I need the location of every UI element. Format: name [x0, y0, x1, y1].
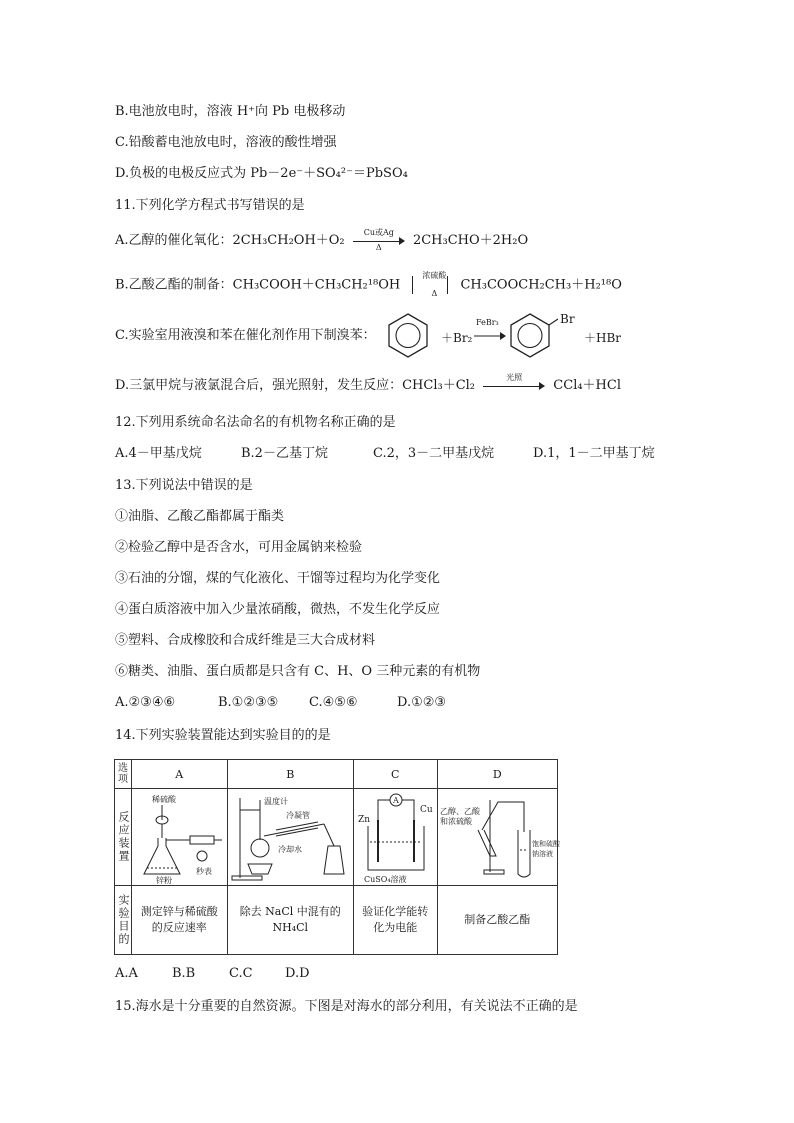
- q12-option-a: A.4－甲基戊烷: [115, 446, 202, 461]
- q14-option-d: D.D: [285, 966, 310, 981]
- q11-c-products: ＋HBr: [584, 331, 622, 345]
- row-label-option: 选项: [115, 760, 132, 789]
- apparatus-a-cell: [132, 789, 228, 886]
- label-dilute-acid: 稀硫酸: [152, 795, 176, 804]
- label-cu: Cu: [420, 805, 433, 815]
- q11-d-reactants: D.三氯甲烷与液氯混合后，强光照射，发生反应：CHCl₃＋Cl₂: [115, 378, 476, 393]
- label-sodium-solution: 钠溶液: [531, 850, 553, 858]
- label-saturated: 饱和硫酸: [531, 840, 560, 848]
- q13-item: ④蛋白质溶液中加入少量浓硝酸，微热，不发生化学反应: [115, 602, 441, 617]
- q13-option-b: B.①②③⑤: [218, 695, 279, 710]
- column-header-c: C: [354, 760, 438, 789]
- q11-b-products: CH₃COOCH₂CH₃＋H₂¹⁸O: [460, 277, 622, 293]
- q14-option-c: C.C: [229, 966, 253, 981]
- reaction-arrow-icon: [483, 372, 545, 392]
- q11-c-bromine: ＋Br₂: [441, 331, 473, 345]
- q11-b-reactants: B.乙酸乙酯的制备：CH₃COOH＋CH₃CH₂¹⁸OH: [115, 277, 401, 293]
- q11-a-reactants: A.乙醇的催化氧化：2CH₃CH₂OH＋O₂: [115, 233, 345, 248]
- q13-option-d: D.①②③: [397, 695, 447, 710]
- column-header-a: A: [132, 760, 228, 789]
- table-apparatus-row: [115, 789, 558, 886]
- q13-item: ③石油的分馏，煤的气化液化、干馏等过程均为化学变化: [115, 571, 441, 586]
- q12-option-b: B.2－乙基丁烷: [241, 446, 328, 461]
- purpose-a: 测定锌与稀硫酸的反应速率: [132, 886, 228, 955]
- q13-options: [115, 694, 446, 712]
- purpose-b: 除去 NaCl 中混有的 NH₄Cl: [227, 886, 354, 955]
- q11-option-b: [115, 272, 622, 298]
- bromobenzene-ring-icon: [506, 311, 558, 359]
- q10-option-b: B.电池放电时，溶液 H⁺向 Pb 电极移动: [115, 104, 346, 119]
- q11-a-heat: Δ: [375, 242, 382, 252]
- q11-b-catalyst: 浓硫酸: [422, 271, 447, 280]
- label-zn: Zn: [358, 815, 371, 825]
- q14-stem: 14.下列实验装置能达到实验目的的是: [115, 728, 331, 743]
- row-label-apparatus: 反应装置: [115, 789, 132, 886]
- q12-stem: 12.下列用系统命名法命名的有机物名称正确的是: [115, 415, 396, 430]
- label-conc-sulfuric: 和浓硫酸: [439, 817, 472, 826]
- apparatus-d-cell: [437, 789, 558, 886]
- q11-c-br-label: Br: [560, 312, 575, 326]
- table-header-row: [115, 760, 558, 789]
- q11-c-text: C.实验室用液溴和苯在催化剂作用下制溴苯：: [115, 328, 376, 343]
- galvanic-cell-icon: [354, 790, 436, 884]
- purpose-c: 验证化学能转化为电能: [354, 886, 438, 955]
- distillation-apparatus-icon: [228, 790, 353, 884]
- apparatus-b-cell: [227, 789, 354, 886]
- q15-stem: 15.海水是十分重要的自然资源。下图是对海水的部分利用，有关说法不正确的是: [115, 999, 578, 1014]
- q10-option-d: D.负极的电极反应式为 Pb－2e⁻＋SO₄²⁻＝PbSO₄: [115, 166, 408, 181]
- q11-c-catalyst: FeBr₃: [476, 318, 499, 327]
- q10-option-c: C.铅酸蓄电池放电时，溶液的酸性增强: [115, 135, 337, 150]
- q14-option-b: B.B: [172, 966, 196, 981]
- q14-experiment-table: [114, 759, 558, 955]
- reaction-arrow-icon: [353, 227, 405, 252]
- q11-a-products: 2CH₃CHO＋2H₂O: [412, 233, 529, 248]
- q12-option-c: C.2，3－二甲基戊烷: [373, 446, 495, 461]
- flask-syringe-apparatus-icon: [132, 790, 226, 884]
- q13-item: ①油脂、乙酸乙酯都属于酯类: [115, 509, 285, 524]
- label-cuso4-solution: CuSO₄溶液: [364, 875, 407, 884]
- q13-option-c: C.④⑤⑥: [309, 695, 358, 710]
- label-ethanol-acetic-acid: 乙醇、乙酸: [439, 807, 480, 816]
- q11-option-c: [115, 316, 376, 356]
- table-purpose-row: [115, 886, 558, 955]
- q13-stem: 13.下列说法中错误的是: [115, 478, 253, 493]
- column-header-b: B: [227, 760, 354, 789]
- benzene-ring-icon: [384, 311, 432, 359]
- q14-option-a: A.A: [115, 966, 138, 981]
- q13-item: ②检验乙醇中是否含水，可用金属钠来检验: [115, 540, 363, 555]
- label-condenser: 冷凝管: [285, 811, 310, 820]
- q13-item: ⑥糖类、油脂、蛋白质都是只含有 C、H、O 三种元素的有机物: [115, 664, 481, 679]
- label-ammeter: A: [393, 796, 399, 805]
- q12-options: [115, 445, 655, 463]
- apparatus-c-cell: [354, 789, 438, 886]
- q13-option-a: A.②③④⑥: [115, 695, 176, 710]
- purpose-d: 制备乙酸乙酯: [437, 886, 558, 955]
- q11-stem: 11.下列化学方程式书写错误的是: [115, 198, 305, 213]
- label-zinc-powder: 锌粉: [156, 876, 172, 885]
- q12-option-d: D.1，1－二甲基丁烷: [533, 446, 655, 461]
- q11-d-light: 光照: [506, 372, 523, 382]
- label-thermometer: 温度计: [263, 797, 288, 806]
- q11-a-catalyst: Cu或Ag: [363, 227, 394, 237]
- q11-b-heat: Δ: [431, 289, 438, 298]
- reaction-arrow-icon: [474, 331, 506, 341]
- ester-prep-apparatus-icon: [438, 790, 560, 884]
- reversible-arrow-icon: [410, 272, 450, 298]
- q11-option-d: [115, 372, 622, 395]
- q11-option-a: [115, 227, 529, 252]
- q11-d-products: CCl₄＋HCl: [553, 378, 622, 393]
- label-stopwatch: 秒表: [196, 867, 212, 876]
- column-header-d: D: [437, 760, 558, 789]
- label-cooling-water: 冷却水: [277, 845, 302, 854]
- row-label-purpose: 实验目的: [115, 886, 132, 955]
- q13-item: ⑤塑料、合成橡胶和合成纤维是三大合成材料: [115, 633, 376, 648]
- q14-options: [115, 965, 310, 983]
